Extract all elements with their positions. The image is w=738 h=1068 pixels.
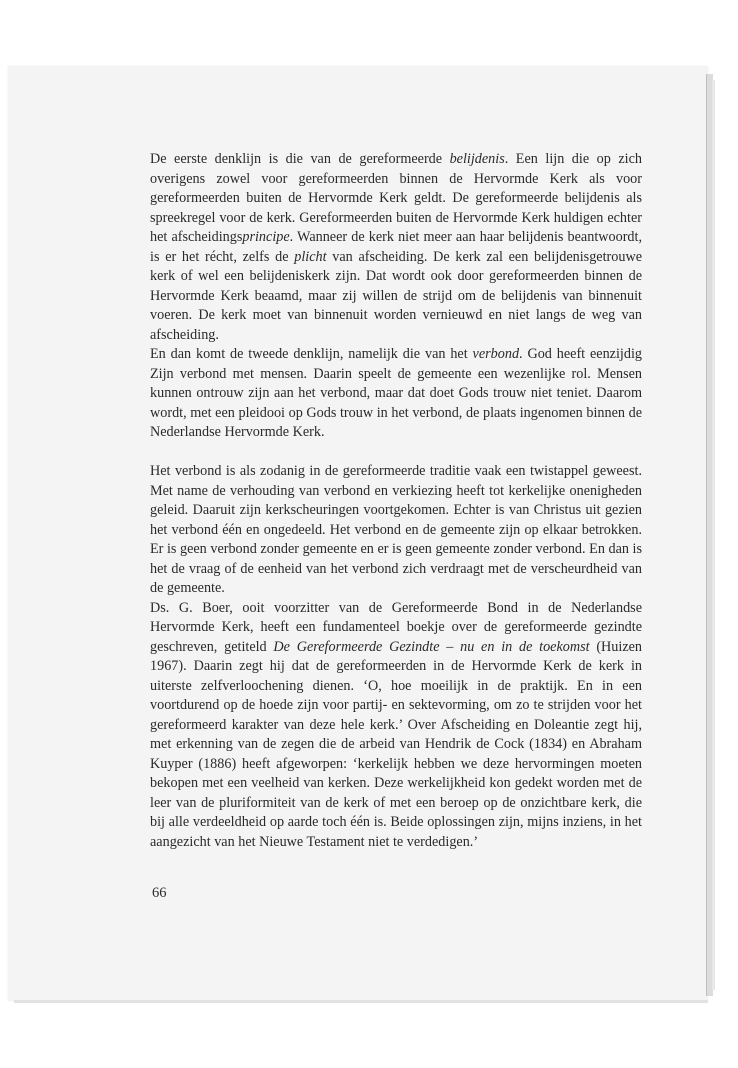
- paragraph-belijdenis: [150, 150, 642, 345]
- text-run: Het verbond is als zodanig in de gereformeerde traditie vaak een twistappel geweest. Met name de verhouding van verbond en verkiezing heeft tot kerkelijke onenigheden geleid. Daaruit zijn kerkscheuringen voortgekomen. Echter is van Christus uit gezien het verbond één en ongedeeld. Het verbond en de gemeente zijn op elkaar betrokken. Er is geen verbond zonder gemeente en er is geen gemeente zonder verbond. En dan is het de vraag of de eenheid van het verbond zich verdraagt met de verscheurdheid van de gemeente.: [150, 463, 642, 596]
- text-run: En dan komt de tweede denklijn, namelijk die van het: [150, 346, 473, 362]
- text-run: van afscheiding. De kerk zal een belijdenisgetrouwe kerk of wel een belijdeniskerk zijn. Dat wordt ook door gereformeerden binnen de Hervormde Kerk beaamd, maar zij willen de strijd om de belijdenis van binnenuit voeren. De kerk moet van binnenuit worden vernieuwd en niet langs de weg van afscheiding.: [150, 248, 642, 343]
- italic-term: principe: [242, 229, 290, 245]
- page-edge-inner: [712, 80, 715, 990]
- text-run: . Een lijn die op zich overigens zowel voor gereformeerden binnen de Hervormde Kerk als voor gereformeerden buiten de Hervormde Kerk geldt. De gereformeerde belijdenis als spreekregel voor de kerk. Gereformeerden buiten de Hervormde Kerk huldigen echter het afscheidings: [150, 151, 642, 245]
- page-bottom-edge: [14, 1000, 708, 1003]
- paragraph-boer: [150, 599, 642, 853]
- text-run: Ds. G. Boer, ooit voorzitter van de Gereformeerde Bond in de Nederlandse Hervormde Kerk, heeft een fundamenteel boekje over de gereformeerde gezindte geschreven, getiteld: [150, 599, 642, 655]
- paragraph-gap: [150, 443, 642, 463]
- text-run: De eerste denklijn is die van de gereformeerde: [150, 151, 450, 167]
- text-run: (Huizen 1967). Daarin zegt hij dat de gereformeerden in de Hervormde Kerk de kerk in uiterste zelfverloochening dienen. ‘O, hoe moeilijk in de praktijk. En in een voortdurend op de hoede zijn voor partij- en sektevorming, om zo te strijden voor het gereformeerd karakter van deze hele kerk.’ Over Afscheiding en Doleantie zegt hij, met erkenning van de zegen die de arbeid van Hendrik de Cock (1834) en Abraham Kuyper (1886) heeft afgeworpen: ‘kerkelijk hebben we deze hervormingen moeten bekopen met een veelheid van kerken. Deze werkelijkheid kon gedekt worden met de leer van de pluriformiteit van de kerk of met een beroep op de onzichtbare kerk, die bij alle verdeeldheid op aarde toch één is. Beide oplossingen zijn, mijns inziens, in het aangezicht van het Nieuwe Testament niet te verdedigen.’: [150, 638, 643, 850]
- italic-term: verbond: [472, 346, 520, 362]
- body-text: [150, 150, 642, 852]
- italic-term: plicht: [294, 248, 327, 265]
- italic-book-title: De Gereformeerde Gezindte – nu en in de toekomst: [273, 638, 590, 655]
- text-run: . God heeft eenzijdig Zijn verbond met mensen. Daarin speelt de gemeente een wezenlijke rol. Mensen kunnen ontrouw zijn aan het verbond, maar dat doet Gods trouw niet teniet. Daarom wordt, met een pleidooi op Gods trouw in het verbond, de plaats ingenomen binnen de Nederlandse Hervormde Kerk.: [150, 346, 642, 440]
- paragraph-twistappel: [150, 462, 642, 599]
- paragraph-verbond: [150, 345, 642, 443]
- page-number: 66: [152, 885, 167, 901]
- italic-term: belijdenis: [449, 151, 505, 167]
- text-run: . Wanneer de kerk niet meer aan haar belijdenis beantwoordt, is er het récht, zelfs de: [150, 229, 643, 265]
